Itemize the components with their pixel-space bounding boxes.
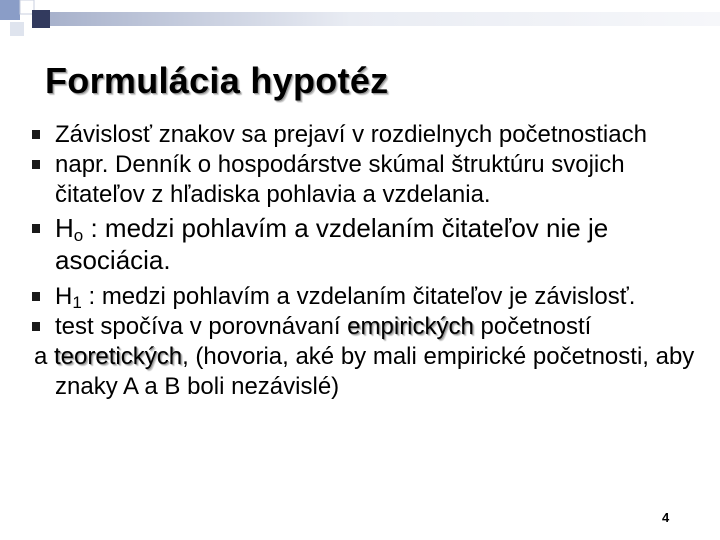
deco-square-light: [10, 22, 24, 36]
bullet-text: : medzi pohlavím a vzdelaním čitateľov je závislosť.: [81, 283, 636, 310]
deco-square-white: [20, 0, 34, 14]
emphasis-theoretical: teoretických: [54, 343, 183, 370]
hypothesis-letter: H: [55, 213, 74, 243]
bullet-square-icon: [32, 130, 40, 139]
bullet-square-icon: [32, 160, 40, 169]
deco-square-blue: [0, 0, 20, 20]
page-number: 4: [662, 510, 670, 525]
hypothesis-subscript: o: [73, 226, 84, 245]
bullet-item-alternative-hypothesis: [30, 282, 700, 312]
bullet-text-part: početností: [473, 313, 592, 340]
bullet-square-icon: [32, 224, 40, 233]
bullet-item-test: [30, 312, 700, 402]
emphasis-empirical: empirických: [347, 313, 474, 340]
hypothesis-subscript: 1: [72, 293, 82, 312]
bullet-item-1: [30, 120, 700, 150]
bullet-text-part: , (hovoria, aké by mali empirické početnosti, aby znaky A a B boli nezávislé): [55, 343, 695, 400]
bullet-text-part: a: [34, 343, 55, 370]
bullet-text: Závislosť znakov sa prejaví v rozdielnych početnostiach: [55, 121, 647, 148]
slide-title: Formulácia hypotéz: [45, 60, 389, 101]
bullet-square-icon: [32, 322, 40, 331]
hypothesis-letter: H: [55, 283, 73, 310]
deco-square-navy: [32, 10, 50, 28]
bullet-item-2: [30, 150, 700, 210]
header-gradient-bar: [48, 12, 720, 26]
bullet-square-icon: [32, 292, 40, 301]
bullet-text-part: test spočíva v porovnávaní: [55, 313, 348, 340]
bullet-text: : medzi pohlavím a vzdelaním čitateľov nie je asociácia.: [55, 213, 609, 275]
bullet-text: napr. Denník o hospodárstve skúmal štruktúru svojich čitateľov z hľadiska pohlavia a vzdelania.: [55, 151, 625, 208]
bullet-item-null-hypothesis: [30, 212, 700, 276]
decorative-top-bar: [0, 0, 720, 40]
bullet-list: [30, 120, 700, 402]
